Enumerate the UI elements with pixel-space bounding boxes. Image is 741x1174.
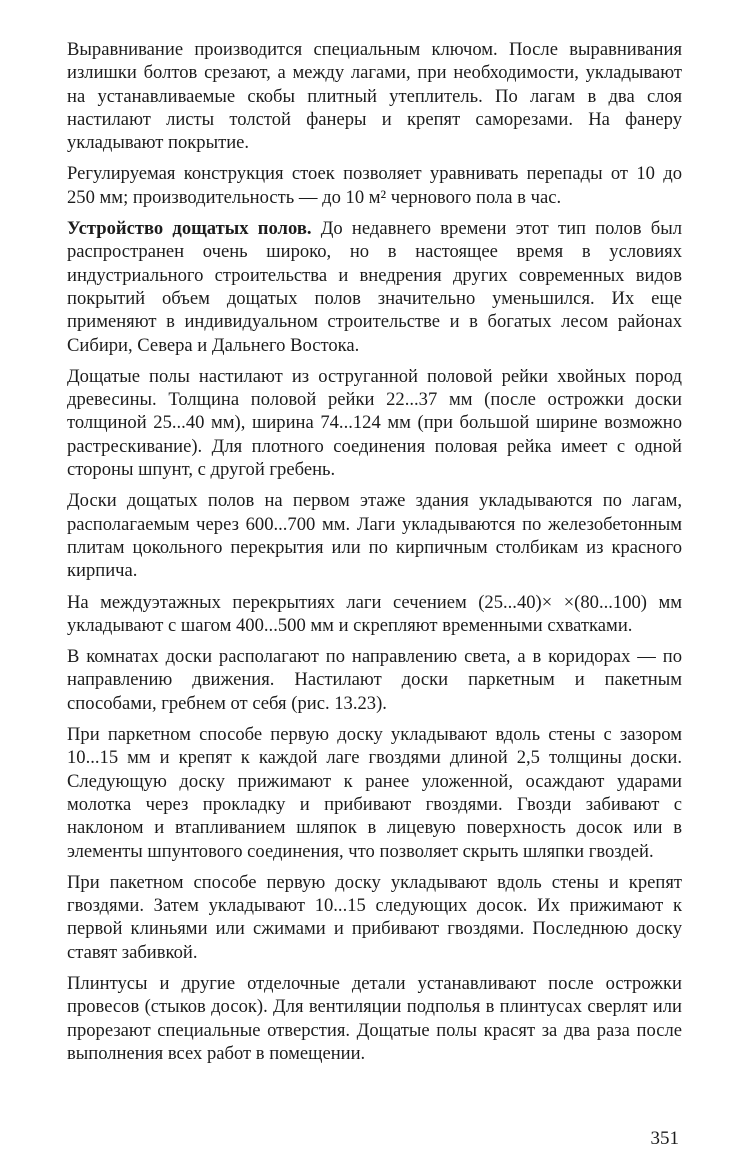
- paragraph: Плинтусы и другие отделочные детали устанавливают после острожки провесов (стыков досок). Для вентиляции подполья в плинтусах сверлят или прорезают специальные отверстия. Дощатые полы красят за два раза после выполнения всех работ в помещении.: [67, 972, 682, 1064]
- run-in-heading: Устройство дощатых полов.: [67, 218, 312, 240]
- paragraph: При паркетном способе первую доску укладывают вдоль стены с зазором 10...15 мм и крепят к каждой лаге гвоздями длиной 2,5 толщины доски. Следующую доску прижимают к ранее уложенной, осаждают ударами молотка через прокладку и прибивают гвоздями. Гвозди забивают с наклоном и втапливанием шляпок в лицевую поверхность досок или в элементы шпунтового соединения, что позволяет скрыть шляпки гвоздей.: [67, 724, 682, 862]
- page-body: [67, 38, 682, 1073]
- paragraph-with-run-in-heading: [67, 217, 682, 357]
- paragraph: Регулируемая конструкция стоек позволяет уравнивать перепады от 10 до 250 мм; производительность — до 10 м² чернового пола в час.: [67, 163, 682, 208]
- paragraph: Выравнивание производится специальным ключом. После выравнивания излишки болтов срезают, а между лагами, при необходимости, укладывают на устанавливаемые скобы плитный утеплитель. По лагам в два слоя настилают листы толстой фанеры и крепят саморезами. На фанеру укладывают покрытие.: [67, 39, 682, 154]
- paragraph-text: До недавнего времени этот тип полов был распространен очень широко, но в настоящее время в условиях индустриального строительства и внедрения других современных видов покрытий объем дощатых полов значительно уменьшился. Их еще применяют в индивидуальном строительстве и в богатых лесом районах Сибири, Севера и Дальнего Востока.: [67, 218, 682, 356]
- page-number: 351: [650, 1128, 679, 1149]
- paragraph: На междуэтажных перекрытиях лаги сечением (25...40)× ×(80...100) мм укладывают с шагом 400...500 мм и скрепляют временными схватками.: [67, 591, 682, 636]
- paragraph: Дощатые полы настилают из оструганной половой рейки хвойных пород древесины. Толщина половой рейки 22...37 мм (после острожки доски толщиной 25...40 мм), ширина 74...124 мм (при большой ширине возможно растрескивание). Для плотного соединения половая рейка имеет с одной стороны шпунт, с другой гребень.: [67, 365, 682, 481]
- paragraph: Доски дощатых полов на первом этаже здания укладываются по лагам, располагаемым через 600...700 мм. Лаги укладываются по железобетонным плитам цокольного перекрытия или по кирпичным столбикам из красного кирпича.: [67, 490, 682, 582]
- paragraph: При пакетном способе первую доску укладывают вдоль стены и крепят гвоздями. Затем укладывают 10...15 следующих досок. Их прижимают к первой клиньями или сжимами и прибивают гвоздями. Последнюю доску ставят забивкой.: [67, 871, 682, 963]
- paragraph: В комнатах доски располагают по направлению света, а в коридорах — по направлению движения. Настилают доски паркетным и пакетным способами, гребнем от себя (рис. 13.23).: [67, 646, 682, 714]
